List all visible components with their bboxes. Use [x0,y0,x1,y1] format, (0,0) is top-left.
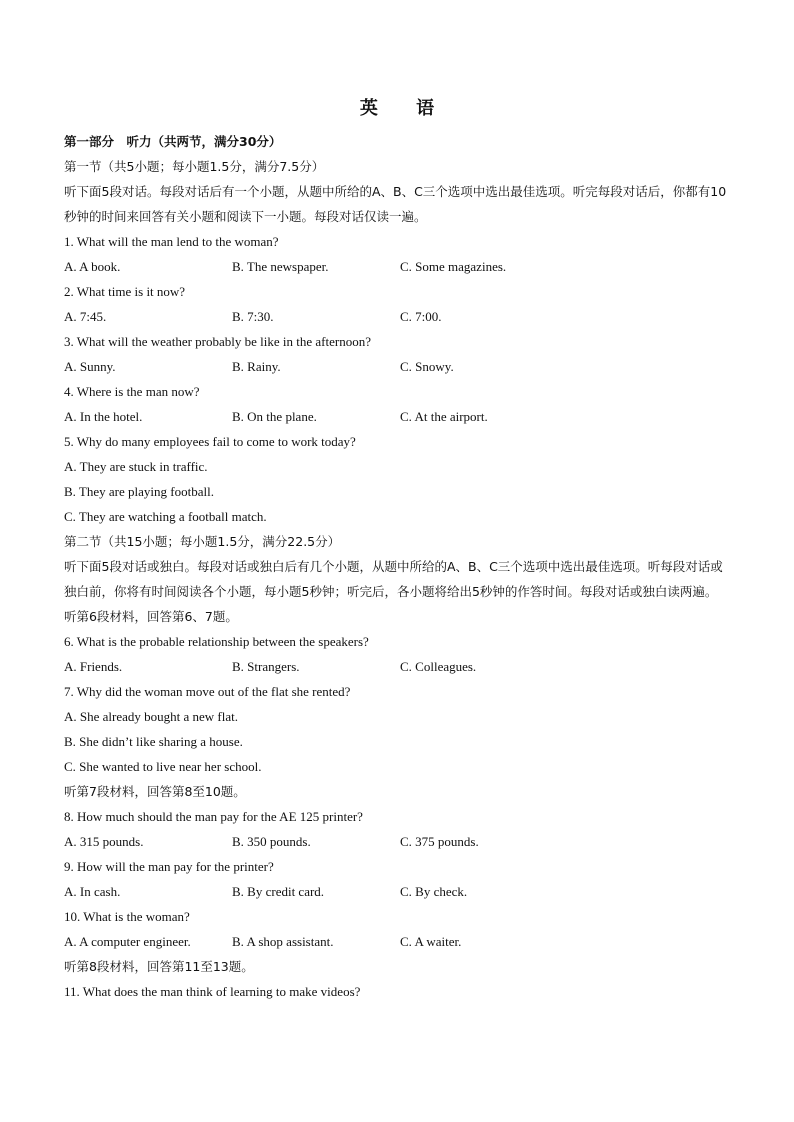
question-3: 3. What will the weather probably be like in the afternoon? [64,334,371,349]
material-7-note: 听第7段材料，回答第8至10题。 [64,784,246,799]
material-8-note: 听第8段材料，回答第11至13题。 [64,959,254,974]
option-c: C. At the airport. [400,409,488,424]
question-6: 6. What is the probable relationship between the speakers? [64,634,369,649]
option-b: B. A shop assistant. [232,934,334,949]
listening-part [64,129,734,1004]
option-a: A. They are stuck in traffic. [64,459,208,474]
section2-heading: 第二节（共15小题；每小题1.5分，满分22.5分） [64,534,341,549]
option-c: C. Some magazines. [400,259,507,274]
option-a: A. She already bought a new flat. [64,709,239,724]
option-a: A. A book. [64,259,121,274]
option-b: B. She didn’t like sharing a house. [64,734,243,749]
question-7: 7. Why did the woman move out of the flat she rented? [64,684,351,699]
question-10-options [64,929,734,954]
question-2: 2. What time is it now? [64,284,186,299]
question-2-options [64,304,734,329]
question-1: 1. What will the man lend to the woman? [64,234,279,249]
option-a: A. Sunny. [64,359,116,374]
option-a: A. In cash. [64,884,121,899]
option-b: B. 350 pounds. [232,834,311,849]
option-c: C. 375 pounds. [400,834,479,849]
question-4-options [64,404,734,429]
option-b: B. On the plane. [232,409,317,424]
section1-heading: 第一节（共5小题；每小题1.5分，满分7.5分） [64,159,325,174]
option-c: C. Colleagues. [400,659,477,674]
option-c: C. She wanted to live near her school. [64,759,262,774]
question-11: 11. What does the man think of learning to make videos? [64,984,361,999]
section2-instructions: 听下面5段对话或独白。每段对话或独白后有几个小题，从题中所给的A、B、C三个选项中选出最佳选项。听每段对话或独白前，你将有时间阅读各个小题，每小题5秒钟；听完后，各小题将给出5秒钟的作答时间。每段对话或独白读两遍。 [64,559,723,599]
option-a: A. 7:45. [64,309,107,324]
option-c: C. 7:00. [400,309,442,324]
option-c: C. They are watching a football match. [64,509,267,524]
option-a: A. Friends. [64,659,123,674]
section1-instructions: 听下面5段对话。每段对话后有一个小题，从题中所给的A、B、C三个选项中选出最佳选项。听完每段对话后，你都有10秒钟的时间来回答有关小题和阅读下一小题。每段对话仅读一遍。 [64,184,727,224]
part1-heading: 第一部分 听力（共两节，满分30分） [64,134,282,149]
option-a: A. In the hotel. [64,409,143,424]
page-title: 英 语 [359,98,451,119]
option-c: C. A waiter. [400,934,462,949]
option-b: B. The newspaper. [232,259,329,274]
option-b: B. By credit card. [232,884,325,899]
material-6-note: 听第6段材料，回答第6、7题。 [64,609,238,624]
option-c: C. By check. [400,884,468,899]
question-8-options [64,829,734,854]
question-1-options [64,254,734,279]
option-b: B. They are playing football. [64,484,214,499]
question-9-options [64,879,734,904]
option-b: B. Strangers. [232,659,300,674]
option-a: A. 315 pounds. [64,834,144,849]
question-5: 5. Why do many employees fail to come to work today? [64,434,356,449]
option-b: B. Rainy. [232,359,281,374]
question-6-options [64,654,734,679]
option-b: B. 7:30. [232,309,274,324]
option-c: C. Snowy. [400,359,454,374]
question-3-options [64,354,734,379]
question-4: 4. Where is the man now? [64,384,200,399]
option-a: A. A computer engineer. [64,934,191,949]
question-8: 8. How much should the man pay for the AE 125 printer? [64,809,363,824]
question-10: 10. What is the woman? [64,909,190,924]
question-9: 9. How will the man pay for the printer? [64,859,274,874]
